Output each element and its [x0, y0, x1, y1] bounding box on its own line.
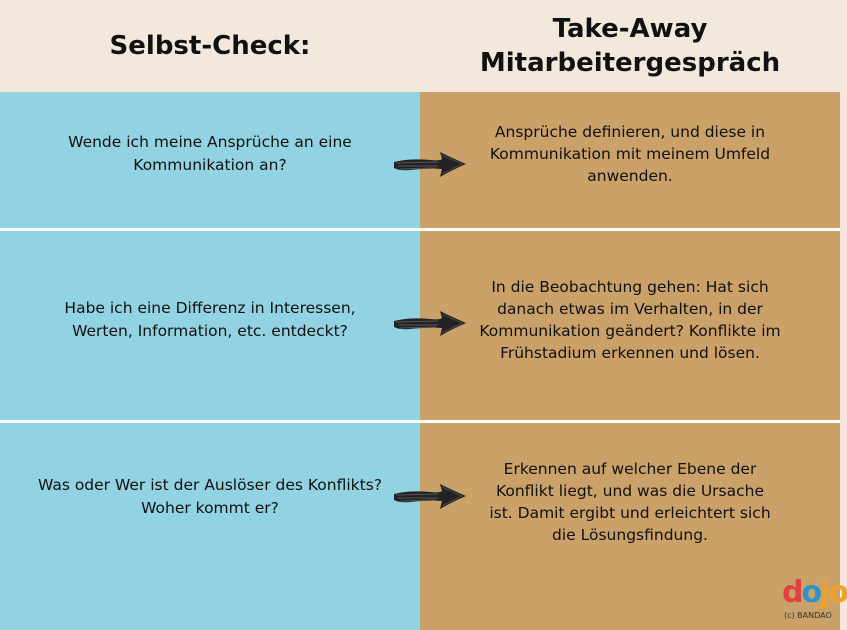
dojo-logo — [778, 575, 847, 623]
logo-letter-d: d — [782, 575, 802, 610]
answer-2 — [450, 276, 810, 364]
answer-3-line1: Erkennen auf welcher Ebene der — [503, 459, 757, 478]
answer-cell-1 — [420, 92, 840, 228]
question-3 — [20, 474, 400, 520]
arrow-right-icon — [390, 305, 470, 341]
question-3-line1: Was oder Wer ist der Auslöser des Konflikts? — [37, 475, 382, 494]
answer-3-line4: die Lösungsfindung. — [552, 525, 708, 544]
question-cell-2 — [0, 231, 420, 420]
arrow-right-icon — [390, 146, 470, 182]
logo-letter-o: o — [801, 575, 821, 610]
logo-copyright: (c) BANDAO — [784, 611, 832, 620]
question-2-line2: Werten, Information, etc. entdeckt? — [72, 321, 348, 340]
question-1-line1: Wende ich meine Ansprüche an eine — [68, 133, 352, 151]
answer-3-line3: ist. Damit ergibt und erleichtert sich — [489, 503, 771, 522]
arrow-right-icon — [390, 478, 470, 514]
logo-letters-jo: jo — [820, 575, 847, 610]
row-3 — [0, 423, 840, 630]
answer-1-line3: anwenden. — [587, 167, 673, 185]
answer-2-line4: Frühstadium erkennen und lösen. — [500, 343, 760, 362]
question-1 — [20, 131, 400, 177]
take-away-title-line2: Mitarbeitergespräch — [479, 48, 781, 78]
answer-1-line2: Kommunikation mit meinem Umfeld — [489, 145, 771, 163]
header — [0, 0, 840, 92]
answer-3-line2: Konflikt liegt, und was die Ursache — [495, 481, 765, 500]
answer-3 — [450, 458, 810, 546]
question-cell-3 — [0, 423, 420, 630]
answer-1 — [450, 121, 810, 187]
logo-wordmark — [782, 575, 847, 610]
take-away-title-line1: Take-Away — [552, 14, 708, 44]
answer-cell-3 — [420, 423, 840, 630]
question-2 — [20, 297, 400, 343]
answer-2-line1: In die Beobachtung gehen: Hat sich — [491, 277, 769, 296]
question-3-line2: Woher kommt er? — [141, 498, 279, 517]
question-1-line2: Kommunikation an? — [133, 156, 287, 174]
selbst-check-title: Selbst-Check: — [109, 31, 311, 61]
answer-1-line1: Ansprüche definieren, und diese in — [494, 123, 766, 141]
question-cell-1 — [0, 92, 420, 228]
answer-cell-2 — [420, 231, 840, 420]
take-away-title — [420, 0, 840, 92]
answer-2-line3: Kommunikation geändert? Konflikte im — [479, 321, 781, 340]
question-2-line1: Habe ich eine Differenz in Interessen, — [64, 298, 356, 317]
answer-2-line2: danach etwas im Verhalten, in der — [497, 299, 763, 318]
